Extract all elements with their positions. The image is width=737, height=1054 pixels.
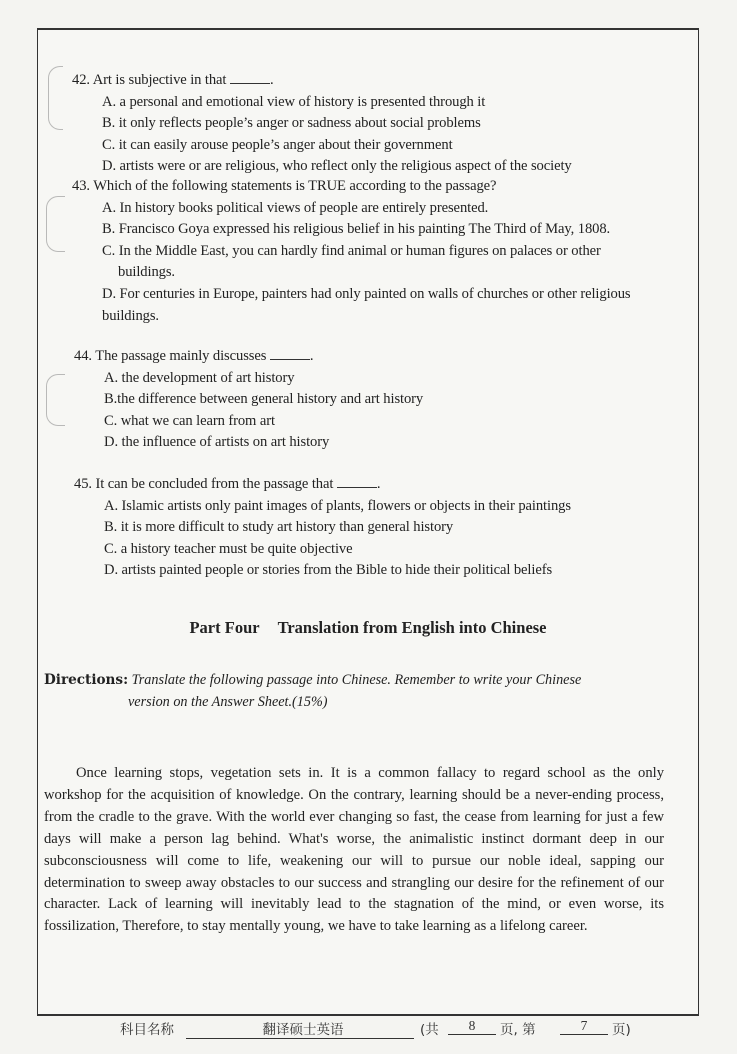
answer-blank: [337, 475, 377, 488]
current-page: 7: [560, 1018, 608, 1035]
current-page-label: 页, 第: [500, 1022, 536, 1038]
option-b: B. Francisco Goya expressed his religious belief in his painting The Third of May, 1808.: [102, 221, 611, 238]
question-number: 43.: [72, 178, 90, 194]
total-pages: 8: [448, 1018, 496, 1035]
total-pages-label: (共: [420, 1022, 439, 1038]
punctuation: .: [269, 72, 274, 88]
subject-label: 科目名称: [120, 1022, 174, 1038]
subject-name: 翻译硕士英语: [186, 1018, 414, 1039]
question-43: [72, 176, 631, 327]
part-label: Part Four: [189, 618, 260, 637]
option-d-continued: buildings.: [102, 307, 159, 324]
question-text: Art is subjective in that: [92, 72, 227, 88]
option-c: C. it can easily arouse people’s anger about their government: [102, 136, 453, 153]
option-a: A. Islamic artists only paint images of plants, flowers or objects in their paintings: [104, 497, 571, 514]
option-c-continued: buildings.: [118, 264, 175, 281]
question-stem: [72, 70, 572, 92]
option-d: D. artists painted people or stories from the Bible to hide their political beliefs: [104, 562, 553, 579]
part-title: Translation from English into Chinese: [277, 618, 547, 637]
directions-text-line2: version on the Answer Sheet.(15%): [128, 693, 328, 710]
handwritten-bracket-mark: [46, 196, 65, 252]
translation-passage: Once learning stops, vegetation sets in. It is a common fallacy to regard school as the only workshop for the acquisition of knowledge. On the contrary, learning should be a never-ending process, from the cradle to the grave. With the world ever changing so fast, the cease from learning for just a few days will make a person lag behind. What's worse, the animalistic instinct dormant deep in our subconsciousness will come to life, weakening our will to pursue our noble ideal, sapping our determination to sweep away obstacles to our success and strangling our desire for the refinement of our character. Lack of learning will inevitably lead to the stagnation of the mind, or even worse, its fossilization, Therefore, to stay mentally young, we have to take learning as a lifelong career.: [44, 765, 664, 935]
question-number: 44.: [74, 348, 92, 364]
punctuation: .: [376, 476, 381, 492]
question-number: 42.: [72, 72, 90, 88]
question-text: It can be concluded from the passage that: [95, 476, 334, 492]
directions-text-line1: Translate the following passage into Chinese. Remember to write your Chinese: [131, 672, 582, 688]
question-44: [74, 346, 423, 454]
question-45: [74, 474, 571, 582]
option-a: A. a personal and emotional view of history is presented through it: [102, 93, 486, 110]
handwritten-bracket-mark: [46, 374, 65, 426]
question-stem: [74, 474, 571, 496]
answer-blank: [270, 347, 310, 360]
option-d: D. the influence of artists on art history: [104, 434, 330, 451]
handwritten-bracket-mark: [48, 66, 63, 130]
option-b: B. it is more difficult to study art history than general history: [104, 519, 454, 536]
exam-page-frame: [37, 28, 699, 1016]
option-d: D. For centuries in Europe, painters had only painted on walls of churches or other religious: [102, 285, 631, 302]
question-stem: [72, 176, 631, 198]
option-c: C. a history teacher must be quite objective: [104, 540, 353, 557]
option-b: B. it only reflects people’s anger or sadness about social problems: [102, 115, 481, 132]
option-a: A. In history books political views of people are entirely presented.: [102, 199, 489, 216]
answer-blank: [230, 71, 270, 84]
option-c: C. what we can learn from art: [104, 412, 275, 429]
question-text: Which of the following statements is TRUE according to the passage?: [93, 178, 497, 194]
directions-label: Directions:: [44, 672, 129, 688]
question-stem: [74, 346, 423, 368]
question-text: The passage mainly discusses: [95, 348, 267, 364]
option-c: C. In the Middle East, you can hardly find animal or human figures on palaces or other: [102, 242, 601, 259]
punctuation: .: [309, 348, 314, 364]
page-label-close: 页): [612, 1022, 631, 1038]
question-42: [72, 70, 572, 178]
section-heading: [38, 618, 698, 638]
option-a: A. the development of art history: [104, 369, 295, 386]
option-d: D. artists were or are religious, who reflect only the religious aspect of the society: [102, 158, 572, 175]
question-number: 45.: [74, 476, 92, 492]
directions: [44, 670, 694, 713]
option-b: B.the difference between general history and art history: [104, 391, 424, 408]
